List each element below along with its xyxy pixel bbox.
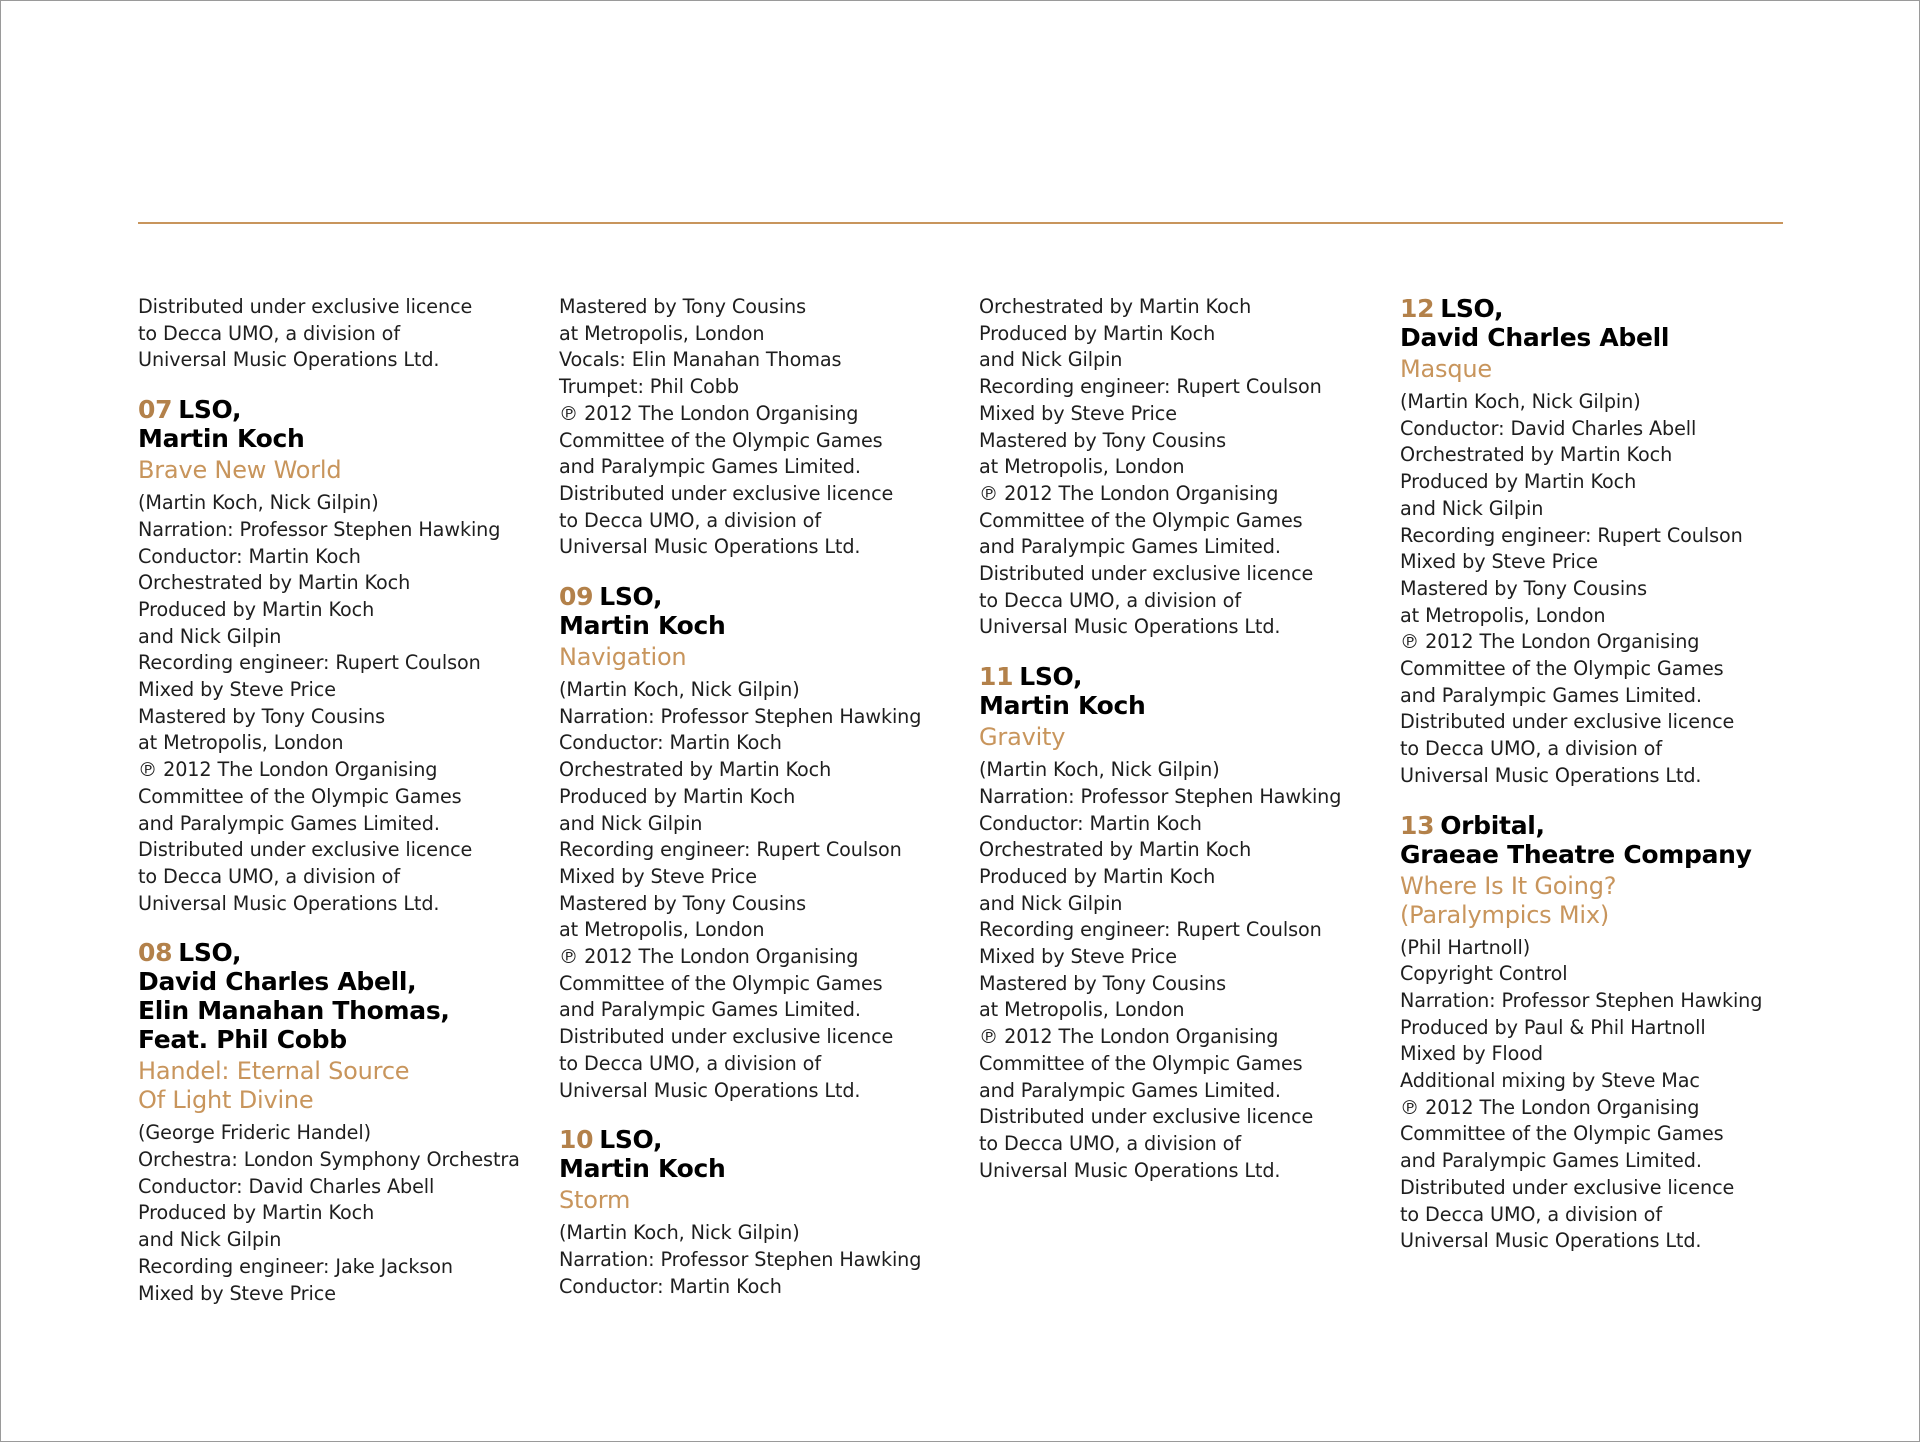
credit-line: to Decca UMO, a division of (1400, 737, 1662, 761)
track-07 (138, 395, 538, 917)
track-artist-line (559, 582, 959, 611)
credit-line: Orchestrated by Martin Koch (138, 571, 411, 595)
credit-line: and Paralympic Games Limited. (1400, 1149, 1702, 1173)
track-title-line: Gravity (979, 723, 1066, 752)
track-heading (979, 662, 1379, 720)
track-08 (138, 938, 538, 1307)
credits-list (979, 294, 1379, 641)
column-1 (138, 294, 538, 1307)
track-artist: LSO, (599, 1125, 663, 1155)
credit-line: Orchestrated by Martin Koch (979, 295, 1252, 318)
credit-line: Produced by Martin Koch (979, 321, 1216, 345)
credit-line: ℗ 2012 The London Organising (1400, 630, 1700, 654)
credit-line: to Decca UMO, a division of (1400, 1202, 1662, 1226)
credit-line: Mixed by Steve Price (979, 401, 1177, 425)
track-artist: LSO, (178, 938, 242, 968)
track-artist-line (979, 691, 1379, 720)
track-artist-line (1400, 294, 1800, 323)
credit-line: Recording engineer: Rupert Coulson (1400, 523, 1743, 547)
credit-line: at Metropolis, London (559, 918, 765, 942)
credit-line: (Martin Koch, Nick Gilpin) (559, 678, 800, 702)
credit-line: Distributed under exclusive licence (1400, 1175, 1735, 1199)
track-artist: Graeae Theatre Company (1400, 839, 1752, 869)
track-artist-line (138, 424, 538, 453)
track-artist: Orbital, (1440, 810, 1545, 840)
credit-line: Narration: Professor Stephen Hawking (1400, 988, 1763, 1012)
track-artist-line (559, 1125, 959, 1154)
credit-line: ℗ 2012 The London Organising (559, 945, 859, 969)
track-number: 09 (559, 582, 594, 612)
credit-line: to Decca UMO, a division of (138, 864, 400, 888)
track-11 (979, 662, 1379, 1184)
header-rule (138, 222, 1783, 224)
credit-line: Recording engineer: Jake Jackson (138, 1254, 453, 1278)
credit-line: Mastered by Tony Cousins (559, 295, 807, 318)
track-artist: LSO, (599, 582, 663, 612)
track-title-line: Where Is It Going? (1400, 871, 1617, 900)
credit-line: to Decca UMO, a division of (559, 1051, 821, 1075)
credit-line: Mixed by Flood (1400, 1042, 1543, 1066)
track-number: 08 (138, 938, 173, 968)
track-number: 12 (1400, 294, 1435, 323)
column-4 (1400, 294, 1800, 1255)
credit-line: Conductor: Martin Koch (138, 544, 361, 568)
credit-line: Universal Music Operations Ltd. (1400, 1229, 1702, 1253)
credit-line: Committee of the Olympic Games (559, 971, 883, 995)
credit-line: Conductor: Martin Koch (559, 731, 782, 755)
credit-line: Additional mixing by Steve Mac (1400, 1069, 1700, 1093)
credit-line: (Martin Koch, Nick Gilpin) (559, 1221, 800, 1245)
credit-line: ℗ 2012 The London Organising (979, 1025, 1279, 1049)
credit-line: (George Frideric Handel) (138, 1121, 371, 1145)
credit-line: Committee of the Olympic Games (1400, 1122, 1724, 1146)
credit-line: Orchestrated by Martin Koch (979, 838, 1252, 862)
credits-list (138, 294, 538, 374)
credit-line: Produced by Martin Koch (138, 1201, 375, 1225)
track-artist: David Charles Abell (1400, 323, 1670, 352)
credit-line: Mixed by Steve Price (138, 678, 336, 702)
track-artist: Martin Koch (979, 691, 1146, 721)
credit-line: Mastered by Tony Cousins (979, 971, 1227, 995)
credit-line: Mastered by Tony Cousins (138, 704, 386, 728)
track-title-line: Of Light Divine (138, 1086, 314, 1115)
credit-line: to Decca UMO, a division of (979, 1131, 1241, 1155)
track-artist-line (559, 611, 959, 640)
credit-line: Universal Music Operations Ltd. (979, 1158, 1281, 1182)
credits-list (1400, 389, 1800, 790)
credit-line: and Nick Gilpin (979, 891, 1123, 915)
track-title (979, 723, 1379, 752)
credit-line: to Decca UMO, a division of (559, 508, 821, 532)
credit-line: Narration: Professor Stephen Hawking (559, 1247, 922, 1271)
track-artist-line (138, 967, 538, 996)
track-title (559, 1186, 959, 1215)
credit-line: Distributed under exclusive licence (559, 481, 894, 505)
credit-line: Narration: Professor Stephen Hawking (979, 784, 1342, 808)
credit-line: Universal Music Operations Ltd. (138, 348, 440, 372)
credit-line: (Martin Koch, Nick Gilpin) (979, 758, 1220, 782)
credit-line: Universal Music Operations Ltd. (559, 535, 861, 559)
track-10 (559, 1125, 959, 1300)
track-heading (559, 582, 959, 640)
credit-line: Distributed under exclusive licence (138, 838, 473, 862)
track-artist-line (138, 996, 538, 1025)
credit-line: Vocals: Elin Manahan Thomas (559, 348, 842, 372)
credit-line: (Phil Hartnoll) (1400, 935, 1531, 959)
credit-line: Produced by Martin Koch (559, 784, 796, 808)
credits-list (138, 490, 538, 917)
credit-line: Committee of the Olympic Games (979, 508, 1303, 532)
column-3 (979, 294, 1379, 1184)
credit-line: ℗ 2012 The London Organising (979, 481, 1279, 505)
credit-line: Mixed by Steve Price (559, 864, 757, 888)
credit-line: Trumpet: Phil Cobb (559, 375, 739, 399)
track-title (138, 1057, 538, 1115)
credits-list (138, 1120, 538, 1307)
track-title-line: (Paralympics Mix) (1400, 900, 1610, 929)
track-artist-line (559, 1154, 959, 1183)
credit-line: Mixed by Steve Price (138, 1281, 336, 1305)
credit-line: ℗ 2012 The London Organising (1400, 1095, 1700, 1119)
track-artist: Feat. Phil Cobb (138, 1025, 347, 1055)
credit-line: and Nick Gilpin (138, 1228, 282, 1252)
credit-line: at Metropolis, London (979, 455, 1185, 479)
credit-line: Mixed by Steve Price (1400, 550, 1598, 574)
track-artist: LSO, (1440, 294, 1504, 323)
credits-continued (979, 294, 1379, 641)
credit-line: at Metropolis, London (559, 321, 765, 345)
credit-line: and Paralympic Games Limited. (979, 1078, 1281, 1102)
track-title (559, 643, 959, 672)
credit-line: Conductor: Martin Koch (979, 811, 1202, 835)
credits-list (559, 1220, 959, 1300)
credits-list (1400, 935, 1800, 1255)
credit-line: ℗ 2012 The London Organising (138, 758, 438, 782)
credit-line: Distributed under exclusive licence (138, 295, 473, 318)
track-title (138, 456, 538, 485)
track-12 (1400, 294, 1800, 790)
credit-line: at Metropolis, London (1400, 603, 1606, 627)
track-09 (559, 582, 959, 1104)
credit-line: Distributed under exclusive licence (979, 1105, 1314, 1129)
credit-line: Produced by Martin Koch (138, 597, 375, 621)
credit-line: Orchestra: London Symphony Orchestra (138, 1148, 520, 1172)
credit-line: Committee of the Olympic Games (979, 1051, 1303, 1075)
track-artist-line (138, 395, 538, 424)
track-13 (1400, 811, 1800, 1255)
credit-line: Orchestrated by Martin Koch (559, 758, 832, 782)
credit-line: Copyright Control (1400, 962, 1568, 986)
track-artist-line (138, 938, 538, 967)
track-heading (1400, 811, 1800, 869)
track-number: 10 (559, 1125, 594, 1155)
track-artist: Martin Koch (559, 611, 726, 641)
track-number: 07 (138, 395, 173, 425)
credit-line: Recording engineer: Rupert Coulson (559, 838, 902, 862)
track-heading (559, 1125, 959, 1183)
track-title-line: Navigation (559, 643, 687, 672)
credit-line: Conductor: David Charles Abell (138, 1174, 435, 1198)
credit-line: at Metropolis, London (138, 731, 344, 755)
credit-line: Distributed under exclusive licence (1400, 710, 1735, 734)
credit-line: Narration: Professor Stephen Hawking (559, 704, 922, 728)
credit-line: Universal Music Operations Ltd. (138, 891, 440, 915)
credits-list (979, 757, 1379, 1184)
credit-line: Produced by Paul & Phil Hartnoll (1400, 1015, 1706, 1039)
track-heading (1400, 294, 1800, 352)
credit-line: Recording engineer: Rupert Coulson (979, 918, 1322, 942)
track-title-line: Handel: Eternal Source (138, 1057, 410, 1086)
credits-continued (138, 294, 538, 374)
track-artist: LSO, (1019, 662, 1083, 692)
credit-line: at Metropolis, London (979, 998, 1185, 1022)
credit-line: and Paralympic Games Limited. (559, 455, 861, 479)
credit-line: and Paralympic Games Limited. (1400, 683, 1702, 707)
credit-line: (Martin Koch, Nick Gilpin) (1400, 390, 1641, 413)
track-artist: Elin Manahan Thomas, (138, 996, 450, 1026)
credit-line: Universal Music Operations Ltd. (979, 615, 1281, 639)
credit-line: Recording engineer: Rupert Coulson (979, 375, 1322, 399)
credit-line: Produced by Martin Koch (979, 864, 1216, 888)
credit-line: Committee of the Olympic Games (1400, 657, 1724, 681)
credit-line: Mastered by Tony Cousins (1400, 576, 1648, 600)
credit-line: Distributed under exclusive licence (979, 562, 1314, 586)
track-artist: David Charles Abell, (138, 967, 417, 997)
credit-line: Mastered by Tony Cousins (559, 891, 807, 915)
track-title-line: Storm (559, 1186, 631, 1215)
credit-line: Narration: Professor Stephen Hawking (138, 517, 501, 541)
credit-line: Conductor: Martin Koch (559, 1274, 782, 1298)
credit-line: and Paralympic Games Limited. (559, 998, 861, 1022)
credit-line: ℗ 2012 The London Organising (559, 401, 859, 425)
credit-line: and Nick Gilpin (979, 348, 1123, 372)
track-artist-line (1400, 811, 1800, 840)
credit-line: Distributed under exclusive licence (559, 1025, 894, 1049)
credit-line: Universal Music Operations Ltd. (559, 1078, 861, 1102)
credit-line: Produced by Martin Koch (1400, 470, 1637, 494)
credit-line: Mastered by Tony Cousins (979, 428, 1227, 452)
credit-line: to Decca UMO, a division of (979, 588, 1241, 612)
track-title-line: Masque (1400, 355, 1492, 383)
credit-line: Committee of the Olympic Games (559, 428, 883, 452)
credit-line: Conductor: David Charles Abell (1400, 416, 1697, 440)
credits-continued (559, 294, 959, 561)
credit-line: to Decca UMO, a division of (138, 321, 400, 345)
track-title (1400, 872, 1800, 930)
credit-line: and Paralympic Games Limited. (138, 811, 440, 835)
track-title-line: Brave New World (138, 456, 342, 485)
credits-list (559, 677, 959, 1104)
track-number: 11 (979, 662, 1014, 692)
track-artist-line (1400, 323, 1800, 352)
credit-line: Universal Music Operations Ltd. (1400, 763, 1702, 787)
column-2 (559, 294, 959, 1300)
track-artist-line (1400, 840, 1800, 869)
track-artist-line (138, 1025, 538, 1054)
track-title (1400, 355, 1800, 384)
credits-list (559, 294, 959, 561)
credit-line: Recording engineer: Rupert Coulson (138, 651, 481, 675)
credit-line: Orchestrated by Martin Koch (1400, 443, 1673, 467)
credit-line: (Martin Koch, Nick Gilpin) (138, 491, 379, 515)
credit-line: and Nick Gilpin (138, 624, 282, 648)
track-heading (138, 938, 538, 1054)
credit-line: and Nick Gilpin (1400, 496, 1544, 520)
track-number: 13 (1400, 810, 1435, 840)
credit-line: and Paralympic Games Limited. (979, 535, 1281, 559)
credit-line: Committee of the Olympic Games (138, 784, 462, 808)
credit-line: and Nick Gilpin (559, 811, 703, 835)
track-artist: LSO, (178, 395, 242, 425)
credit-line: Mixed by Steve Price (979, 945, 1177, 969)
track-artist-line (979, 662, 1379, 691)
track-artist: Martin Koch (559, 1154, 726, 1184)
track-heading (138, 395, 538, 453)
track-artist: Martin Koch (138, 424, 305, 454)
